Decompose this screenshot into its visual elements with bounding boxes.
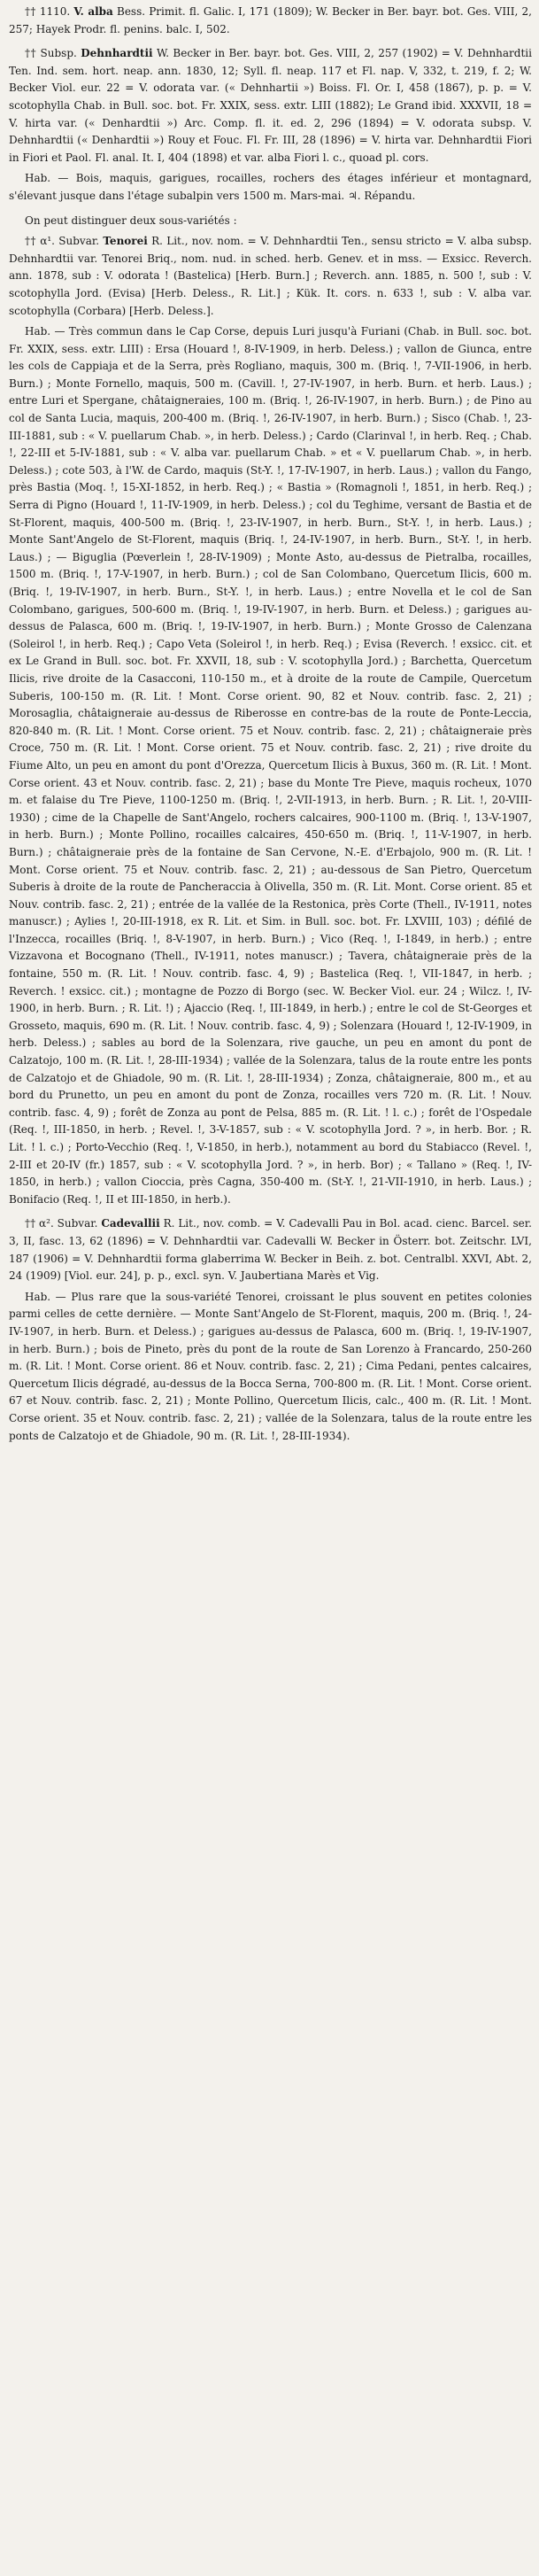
taxon-name: Cadevallii — [101, 1217, 160, 1230]
intro-subvarieties: On peut distinguer deux sous-variétés : — [25, 213, 237, 227]
entry-marker: †† 1110. — [25, 5, 71, 18]
entry-text: W. Becker in Ber. bayr. bot. Ges. VIII, 2, 257 (1902) = V. Dehnhardtii Ten. Ind. sem. hort. neap. ann. 1830, 12; Syll. fl. neap. 117 et Fl. nap. V, 332, t. 219, f. 2; W. Becker Viol. eur. 22 = V. odorata var. (« Dehnhartii ») Boiss. Fl. Or. I, 458 (1867), p. p. = V. scotophylla Chab. in Bull. soc. bot. Fr. XXIX, sess. extr. LIII (1882); Le Grand ibid. XXXVII, 18 = V. hirta var. (« Denhardtii ») Arc. Comp. fl. it. ed. 2, 296 (1894) = V. odorata subsp. V. Dehnhardtii (« Denhardtii ») Rouy et Fouc. Fl. Fr. III, 28 (1896) = V. hirta var. Dehnhardtii Fiori in Fiori et Paol. Fl. anal. It. I, 404 (1898) et var. alba Fiori l. c., quoad pl. cors. — [9, 47, 532, 164]
entry-marker: †† Subsp. — [25, 47, 77, 60]
taxon-name: V. alba — [73, 5, 113, 18]
taxon-name: Tenorei — [103, 235, 148, 248]
entry-marker: †† α¹. — [25, 235, 55, 248]
entry-tenorei — [9, 233, 532, 320]
entry-text: R. Lit., nov. comb. = V. Cadevalli Pau in Bol. acad. cienc. Barcel. ser. 3, II, fasc. 13, 62 (1896) = V. Dehnhardtii var. Cadevalli W. Becker in Österr. bot. Zeitschr. LVI, 187 (1906) = V. Dehnhardtii forma glaberrima W. Becker in Beih. z. bot. Centralbl. XXVI, Abt. 2, 24 (1909) [Viol. eur. 24], p. p., excl. syn. V. Jaubertiana Marès et Vig. — [9, 1217, 532, 1283]
entry-text: Bess. Primit. fl. Galic. I, 171 (1809); W. Becker in Ber. bayr. bot. Ges. VIII, 2, 257; Hayek Prodr. fl. penins. balc. I, 502. — [9, 5, 532, 35]
entry-dehnhardtii — [9, 45, 532, 167]
entry-alba — [9, 4, 532, 38]
taxon-name: Dehnhardtii — [81, 47, 153, 60]
entry-cadevallii — [9, 1215, 532, 1284]
rank-label: Subvar. — [58, 235, 100, 248]
habitat-dehnhardtii: Hab. — Bois, maquis, garigues, rocailles, rochers des étages inférieur et montagnard, s'élevant jusque dans l'étage subalpin vers 1500 m. Mars-mai. ♃. Répandu. — [9, 172, 532, 202]
rank-label: Subvar. — [57, 1217, 98, 1230]
entry-marker: †† α². — [25, 1217, 54, 1230]
habitat-tenorei: Hab. — Très commun dans le Cap Corse, depuis Luri jusqu'à Furiani (Chab. in Bull. soc. bot. Fr. XXIX, sess. extr. LIII) : Ersa (Houard !, 8-IV-1909, in herb. Deless.) ; vallon de Giunca, entre les cols de Cappiaja et de la Serra, près Rogliano, maquis, 300 m. (Briq. !, 7-VII-1906, in herb. Burn.) ; Monte Fornello, maquis, 500 m. (Cavill. !, 27-IV-1907, in herb. Burn. et herb. Laus.) ; entre Luri et Spergane, châtaigneraies, 100 m. (Briq. !, 26-IV-1907, in herb. Burn.) ; de Pino au col de Santa Lucia, maquis, 200-400 m. (Briq. !, 26-IV-1907, in herb. Burn.) ; Sisco (Chab. !, 23-III-1881, sub : « V. puellarum Chab. », in herb. Deless.) ; Cardo (Clarinval !, in herb. Req. ; Chab. !, 22-III et 5-IV-1881, sub : « V. alba var. puellarum Chab. » et « V. puellarum Chab. », in herb. Deless.) ; cote 503, à l'W. de Cardo, maquis (St-Y. !, 17-IV-1907, in herb. Laus.) ; vallon du Fango, près Bastia (Moq. !, 15-XI-1852, in herb. Req.) ; « Bastia » (Romagnoli !, 1851, in herb. Req.) ; Serra di Pigno (Houard !, 11-IV-1909, in herb. Deless.) ; col du Teghime, versant de Bastia et de St-Florent, maquis, 400-500 m. (Briq. !, 23-IV-1907, in herb. Burn., St-Y. !, in herb. Laus.) ; Monte Sant'Angelo de St-Florent, maquis (Briq. !, 24-IV-1907, in herb. Burn., St-Y. !, in herb. Laus.) ; — Biguglia (Pœverlein !, 28-IV-1909) ; Monte Asto, au-dessus de Pietralba, rocailles, 1500 m. (Briq. !, 17-V-1907, in herb. Burn.) ; col de San Colombano, Quercetum Ilicis, 600 m. (Briq. !, 19-IV-1907, in herb. Burn., St-Y. !, in herb. Laus.) ; entre Novella et le col de San Colombano, garigues, 500-600 m. (Briq. !, 19-IV-1907, in herb. Burn. et Deless.) ; garigues au-dessus de Palasca, 600 m. (Briq. !, 19-IV-1907, in herb. Burn.) ; Monte Grosso de Calenzana (Soleirol !, in herb. Req.) ; Capo Veta (Soleirol !, in herb. Req.) ; Evisa (Reverch. ! exsicc. cit. et ex Le Grand in Bull. soc. bot. Fr. XXVII, 18, sub : V. scotophylla Jord.) ; Barchetta, Quercetum Ilicis, rive droite de la Casacconi, 110-150 m., et à droite de la route de Campile, Quercetum Suberis, 100-150 m. (R. Lit. ! Mont. Corse orient. 90, 82 et Nouv. contrib. fasc. 2, 21) ; Morosaglia, châtaigneraie au-dessus de Riberosse en contre-bas de la route de Ponte-Leccia, 820-840 m. (R. Lit. ! Mont. Corse orient. 75 et Nouv. contrib. fasc. 2, 21) ; châtaigneraie près Croce, 750 m. (R. Lit. ! Mont. Corse orient. 75 et Nouv. contrib. fasc. 2, 21) ; rive droite du Fiume Alto, un peu en amont du pont d'Orezza, Quercetum Ilicis à Buxus, 360 m. (R. Lit. ! Mont. Corse orient. 43 et Nouv. contrib. fasc. 2, 21) ; base du Monte Tre Pieve, maquis rocheux, 1070 m. et falaise du Tre Pieve, 1100-1250 m. (Briq. !, 2-VII-1913, in herb. Burn. ; R. Lit. !, 20-VIII-1930) ; cime de la Chapelle de Sant'Angelo, rochers calcaires, 900-1100 m. (Briq. !, 13-V-1907, in herb. Burn.) ; Monte Pollino, rocailles calcaires, 450-650 m. (Briq. !, 11-V-1907, in herb. Burn.) ; châtaigneraie près de la fontaine de San Cervone, N.-E. d'Erbajolo, 900 m. (R. Lit. ! Mont. Corse orient. 75 et Nouv. contrib. fasc. 2, 21) ; au-dessous de San Pietro, Quercetum Suberis à droite de la route de Pancheraccia à Olivella, 350 m. (R. Lit. Mont. Corse orient. 85 et Nouv. contrib. fasc. 2, 21) ; entrée de la vallée de la Restonica, près Corte (Thell., IV-1911, notes manuscr.) ; Aylies !, 20-III-1918, ex R. Lit. et Sim. in Bull. soc. bot. Fr. LXVIII, 103) ; défilé de l'Inzecca, rocailles (Briq. !, 8-V-1907, in herb. Burn.) ; Vico (Req. !, I-1849, in herb.) ; entre Vizzavona et Bocognano (Thell., IV-1911, notes manuscr.) ; Tavera, châtaigneraie près de la fontaine, 550 m. (R. Lit. ! Nouv. contrib. fasc. 4, 9) ; Bastelica (Req. !, VII-1847, in herb. ; Reverch. ! exsicc. cit.) ; montagne de Pozzo di Borgo (sec. W. Becker Viol. eur. 24 ; Wilcz. !, IV-1900, in herb. Burn. ; R. Lit. !) ; Ajaccio (Req. !, III-1849, in herb.) ; entre le col de St-Georges et Grosseto, maquis, 690 m. (R. Lit. ! Nouv. contrib. fasc. 4, 9) ; Solenzara (Houard !, 12-IV-1909, in herb. Deless.) ; sables au bord de la Solenzara, rive gauche, un peu en amont du pont de Calzatojo, 100 m. (R. Lit. !, 28-III-1934) ; vallée de la Solenzara, talus de la route entre les ponts de Calzatojo et de Ghiadole, 90 m. (R. Lit. !, 28-III-1934) ; Zonza, châtaigneraie, 800 m., et au bord du Prunetto, un peu en amont du pont de Zonza, rocailles vers 720 m. (R. Lit. ! Nouv. contrib. fasc. 4, 9) ; forêt de Zonza au pont de Pelsa, 885 m. (R. Lit. ! l. c.) ; forêt de l'Ospedale (Req. !, III-1850, in herb. ; Revel. !, 3-V-1857, sub : « V. scotophylla Jord. ? », in herb. Bor. ; R. Lit. ! l. c.) ; Porto-Vecchio (Req. !, V-1850, in herb.), notamment au bord du Stabiacco (Revel. !, 2-III et 20-IV (fr.) 1857, sub : « V. scotophylla Jord. ? », in herb. Bor) ; « Tallano » (Req. !, IV-1850, in herb.) ; vallon Cioccia, près Cagna, 350-400 m. (St-Y. !, 21-VII-1910, in herb. Laus.) ; Bonifacio (Req. !, II et III-1850, in herb.). — [9, 325, 532, 1206]
entry-text: R. Lit., nov. nom. = V. Dehnhardtii Ten., sensu stricto = V. alba subsp. Dehnhardtii var. Tenorei Briq., nom. nud. in sched. herb. Genev. et in mss. — Exsicc. Reverch. ann. 1878, sub : V. odorata ! (Bastelica) [Herb. Burn.] ; Reverch. ann. 1885, n. 500 !, sub : V. scotophylla Jord. (Evisa) [Herb. Deless., R. Lit.] ; Kük. It. cors. n. 633 !, sub : V. alba var. scotophylla (Corbara) [Herb. Deless.]. — [9, 235, 532, 317]
habitat-cadevallii: Hab. — Plus rare que la sous-variété Tenorei, croissant le plus souvent en petites colonies parmi celles de cette dernière. — Monte Sant'Angelo de St-Florent, maquis, 200 m. (Briq. !, 24-IV-1907, in herb. Burn. et Deless.) ; garigues au-dessus de Palasca, 600 m. (Briq. !, 19-IV-1907, in herb. Burn.) ; bois de Pineto, près du pont de la route de San Lorenzo à Francardo, 250-260 m. (R. Lit. ! Mont. Corse orient. 86 et Nouv. contrib. fasc. 2, 21) ; Cima Pedani, pentes calcaires, Quercetum Ilicis dégradé, au-dessus de la Bocca Serna, 700-800 m. (R. Lit. ! Mont. Corse orient. 67 et Nouv. contrib. fasc. 2, 21) ; Monte Pollino, Quercetum Ilicis, calc., 400 m. (R. Lit. ! Mont. Corse orient. 35 et Nouv. contrib. fasc. 2, 21) ; vallée de la Solenzara, talus de la route entre les ponts de Calzatojo et de Ghiadole, 90 m. (R. Lit. !, 28-III-1934). — [9, 1290, 532, 1442]
